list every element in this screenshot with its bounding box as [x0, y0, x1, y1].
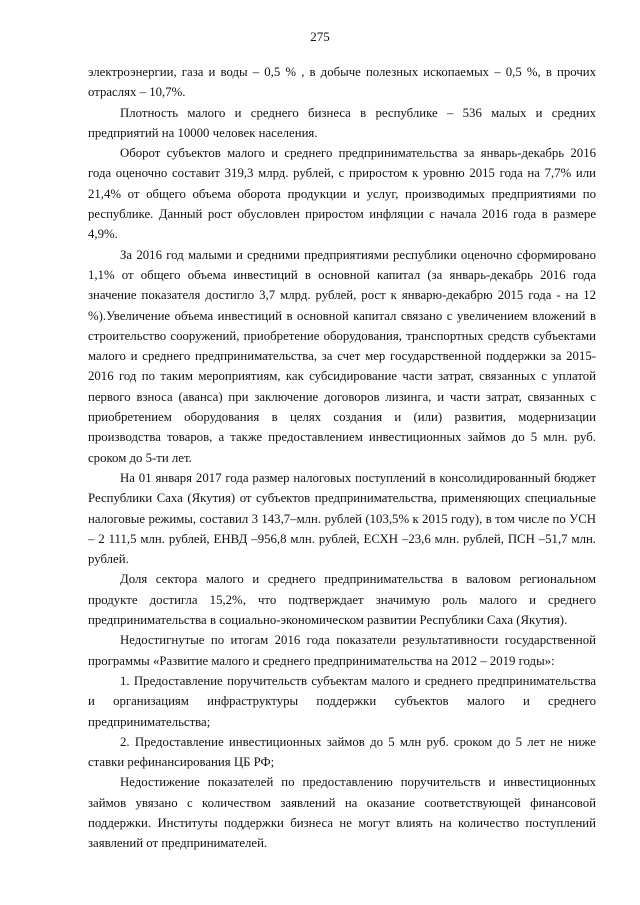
paragraph-tax-revenue: На 01 января 2017 года размер налоговых поступлений в консолидированный бюджет Республики Саха (Якутия) от субъектов предпринимательства, применяющих специальные налоговые режимы, составил 3 143,7–млн. рублей (103,5% к 2015 году), в том числе по УСН – 2 111,5 млн. рублей, ЕНВД –956,8 млн. рублей, ЕСХН –23,6 млн. рублей, ПСН –51,7 млн. рублей. — [88, 470, 596, 567]
paragraph-unmet-indicators: Недостигнутые по итогам 2016 года показатели результативности государственной программы «Развитие малого и среднего предпринимательства на 2012 – 2019 годы»: — [88, 633, 596, 668]
paragraph-business-density: Плотность малого и среднего бизнеса в республике – 536 малых и средних предприятий на 10000 человек населения. — [88, 105, 596, 140]
paragraph-electricity-share: электроэнергии, газа и воды – 0,5 % , в добыче полезных ископаемых – 0,5 %, в прочих отраслях – 10,7%. — [88, 65, 596, 100]
paragraph-investments: За 2016 год малыми и средними предприятиями республики оценочно сформировано 1,1% от общего объема инвестиций в основной капитал (за январь-декабрь 2016 года значение показателя достигло 3,7 млрд. рублей, рост к январю-декабрю 2015 года - на 12 %).Увеличение объема инвестиций в основной капитал связано с увеличением вложений в строительство сооружений, приобретение оборудования, транспортных средств субъектами малого и среднего предпринимательства, за счет мер государственной поддержки за 2015-2016 год по таким мероприятиям, как субсидирование части затрат, связанных с уплатой первого взноса (аванса) при заключение договоров лизинга, и части затрат, связанных с приобретением оборудования в целях создания и (или) развития, модернизации производства товаров, а также предоставлением инвестиционных займов до 5 млн. руб. сроком до 5-ти лет. — [88, 247, 596, 465]
paragraph-explanation: Недостижение показателей по предоставлению поручительств и инвестиционных займов увязано с количеством заявлений на оказание соответствующей финансовой поддержки. Институты поддержки бизнеса не могут влиять на количество поступлений заявлений от предпринимателей. — [88, 775, 596, 851]
page-number: 275 — [310, 29, 330, 44]
list-item-guarantees: 1. Предоставление поручительств субъектам малого и среднего предпринимательства и организациям инфраструктуры поддержки субъектов малого и среднего предпринимательства; — [88, 673, 596, 729]
list-item-loans: 2. Предоставление инвестиционных займов до 5 млн руб. сроком до 5 лет не ниже ставки рефинансирования ЦБ РФ; — [88, 734, 596, 770]
page-body — [88, 62, 596, 854]
paragraph-turnover: Оборот субъектов малого и среднего предпринимательства за январь-декабрь 2016 года оценочно составит 319,3 млрд. рублей, с приростом к уровню 2015 года на 7,7% или 21,4% от общего объема оборота продукции и услуг, производимых предприятиями по республике. Данный рост обусловлен приростом инфляции с начала 2016 года в размере 4,9%. — [88, 146, 596, 242]
paragraph-grp-share: Доля сектора малого и среднего предпринимательства в валовом региональном продукте достигла 15,2%, что подтверждает значимую роль малого и среднего предпринимательства в социально-экономическом развитии Республики Саха (Якутия). — [88, 572, 596, 628]
